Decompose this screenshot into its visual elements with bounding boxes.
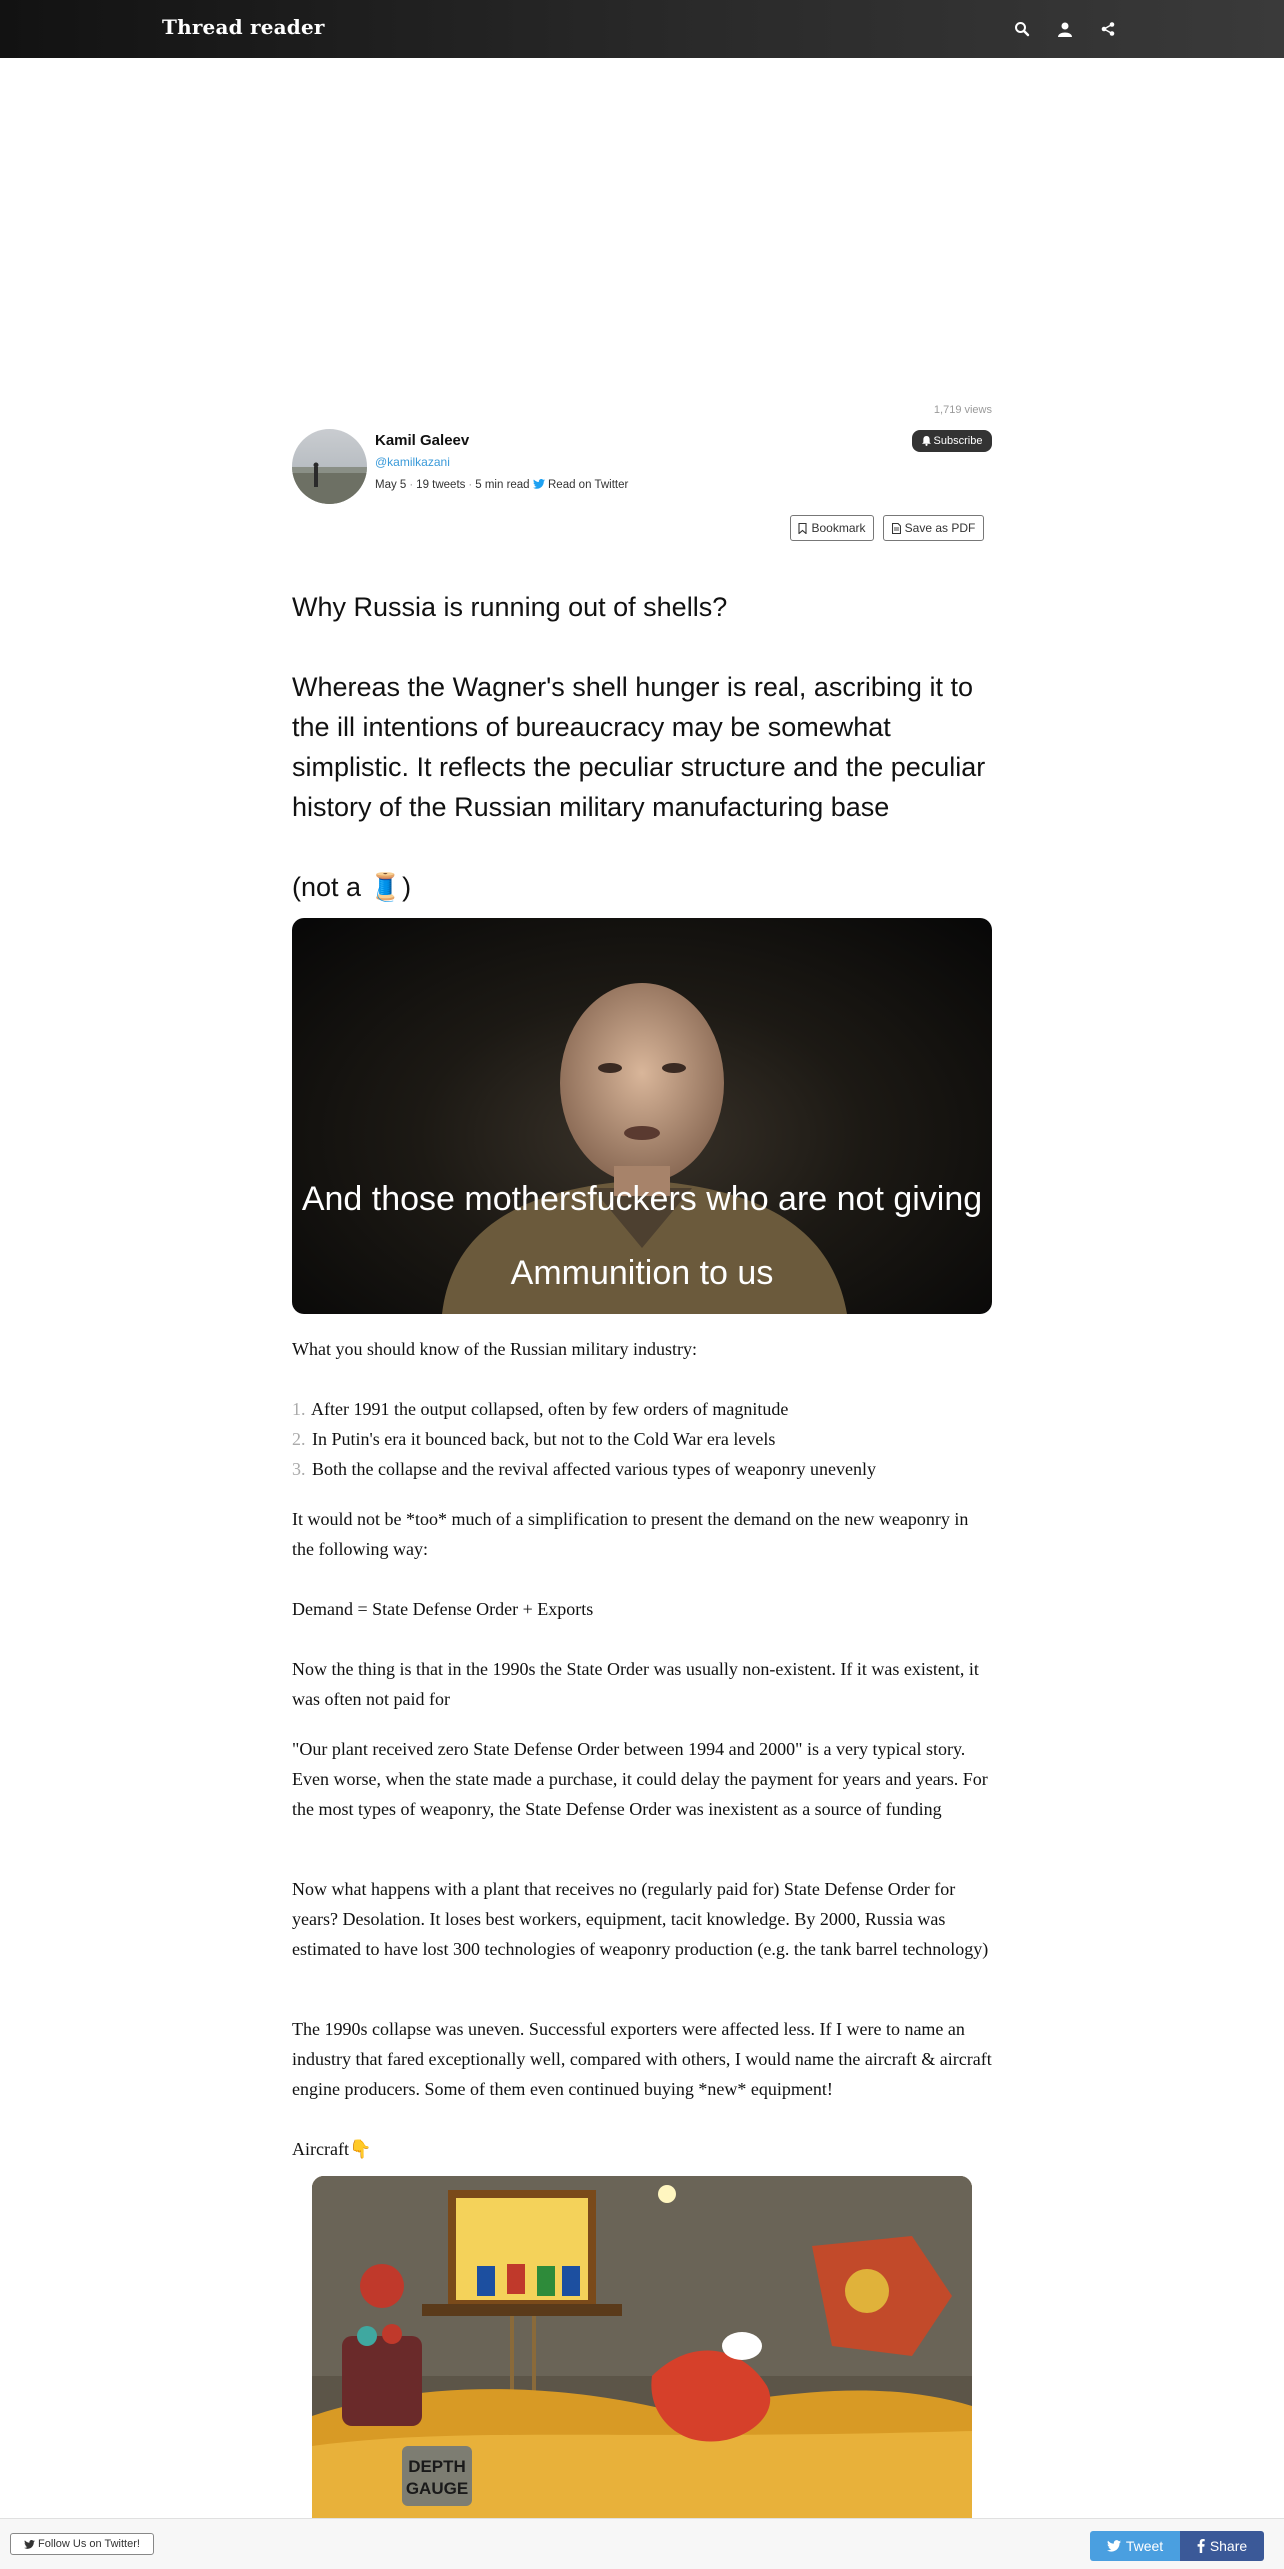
bookmark-label: Bookmark (811, 521, 866, 535)
user-icon[interactable] (1054, 18, 1076, 40)
thread-date: May 5 (375, 479, 407, 491)
paragraph-uneven-collapse: The 1990s collapse was uneven. Successful exporters were affected less. If I were to name an industry that fared exceptionally well, compared with others, I would name the aircraft & aircraft engine producers. Some of them even continued buying *new* equipment! (292, 2019, 992, 2099)
svg-text:DEPTH: DEPTH (408, 2457, 466, 2476)
facebook-icon (1197, 2539, 1205, 2553)
share-label: Share (1209, 2538, 1248, 2554)
follow-us-label: Follow Us on Twitter! (38, 2538, 140, 2550)
bottom-share-bar (0, 2518, 1284, 2569)
bookmark-button[interactable] (790, 515, 874, 541)
video-player[interactable] (292, 918, 992, 1314)
avatar[interactable] (292, 429, 367, 504)
read-on-twitter-link[interactable] (533, 479, 629, 491)
paragraph-industry-intro: What you should know of the Russian military industry: (292, 1339, 697, 1359)
bell-icon (922, 436, 931, 446)
tweet-label: Tweet (1125, 2538, 1164, 2554)
not-a-thread-note: (not a 🧵) (292, 872, 412, 902)
list-item: 1. After 1991 the output collapsed, often by few orders of magnitude (292, 1399, 789, 1419)
thread-intro: Whereas the Wagner's shell hunger is real, ascribing it to the ill intentions of bureaucracy may be somewhat simplistic. It reflects the peculiar structure and the peculiar history of the Russian military manufacturing base (292, 672, 986, 822)
list-item: 2. In Putin's era it bounced back, but not to the Cold War era levels (292, 1429, 776, 1449)
save-as-pdf-button[interactable] (883, 515, 984, 541)
thread-title: Why Russia is running out of shells? (292, 592, 728, 622)
thread-meta: May 5 · 19 tweets · 5 min read Read on Twitter (375, 479, 629, 491)
paragraph-state-order: Now the thing is that in the 1990s the State Order was usually non-existent. If it was existent, it was often not paid for (292, 1659, 979, 1709)
read-time: 5 min read (475, 479, 530, 491)
twitter-bird-icon (1107, 2540, 1121, 2552)
follow-us-button[interactable] (10, 2533, 154, 2555)
author-name[interactable]: Kamil Galeev (375, 432, 470, 449)
twitter-bird-icon (24, 2540, 35, 2549)
read-on-twitter-label: Read on Twitter (548, 479, 629, 491)
paragraph-desolation: Now what happens with a plant that receives no (regularly paid for) State Defense Order for years? Desolation. It loses best workers, equipment, tacit knowledge. By 2000, Russia was estimated to have lost 300 technologies of weaponry production (e.g. the tank barrel technology) (292, 1879, 989, 1959)
subscribe-label: Subscribe (933, 435, 983, 447)
tweet-count: 19 tweets (416, 479, 466, 491)
save-as-pdf-label: Save as PDF (904, 521, 976, 535)
svg-text:GAUGE: GAUGE (405, 2479, 469, 2498)
video-caption-line-2: Ammunition to us (510, 1254, 774, 1292)
paragraph-plant-story: "Our plant received zero State Defense Order between 1994 and 2000" is a very typical story. Even worse, when the state made a purchase, it could delay the payment for years and years. For the most types of weaponry, the State Defense Order was inexistent as a source of funding (292, 1739, 988, 1819)
pdf-file-icon (892, 523, 901, 534)
author-handle[interactable]: @kamilkazani (375, 455, 450, 469)
subscribe-button[interactable] (912, 430, 992, 452)
paragraph-demand-intro: It would not be *too* much of a simplification to present the demand on the new weaponry in the following way: (292, 1509, 969, 1559)
tweet-button[interactable] (1090, 2531, 1180, 2561)
share-icon[interactable] (1097, 18, 1119, 40)
paragraph-aircraft: Aircraft👇 (292, 2139, 372, 2159)
scrooge-vault-illustration[interactable] (312, 2176, 972, 2521)
brand-logo[interactable]: Thread reader (162, 15, 325, 39)
top-navbar (0, 0, 1284, 58)
view-count: 1,719 views (933, 404, 992, 416)
facebook-share-button[interactable] (1180, 2531, 1264, 2561)
paragraph-demand-formula: Demand = State Defense Order + Exports (292, 1599, 594, 1619)
search-icon[interactable] (1011, 18, 1033, 40)
twitter-bird-icon (533, 479, 545, 489)
bookmark-icon (798, 523, 807, 534)
list-item: 3. Both the collapse and the revival affected various types of weaponry unevenly (292, 1459, 876, 1479)
video-caption-line-1: And those mothersfuckers who are not giving (301, 1180, 983, 1218)
